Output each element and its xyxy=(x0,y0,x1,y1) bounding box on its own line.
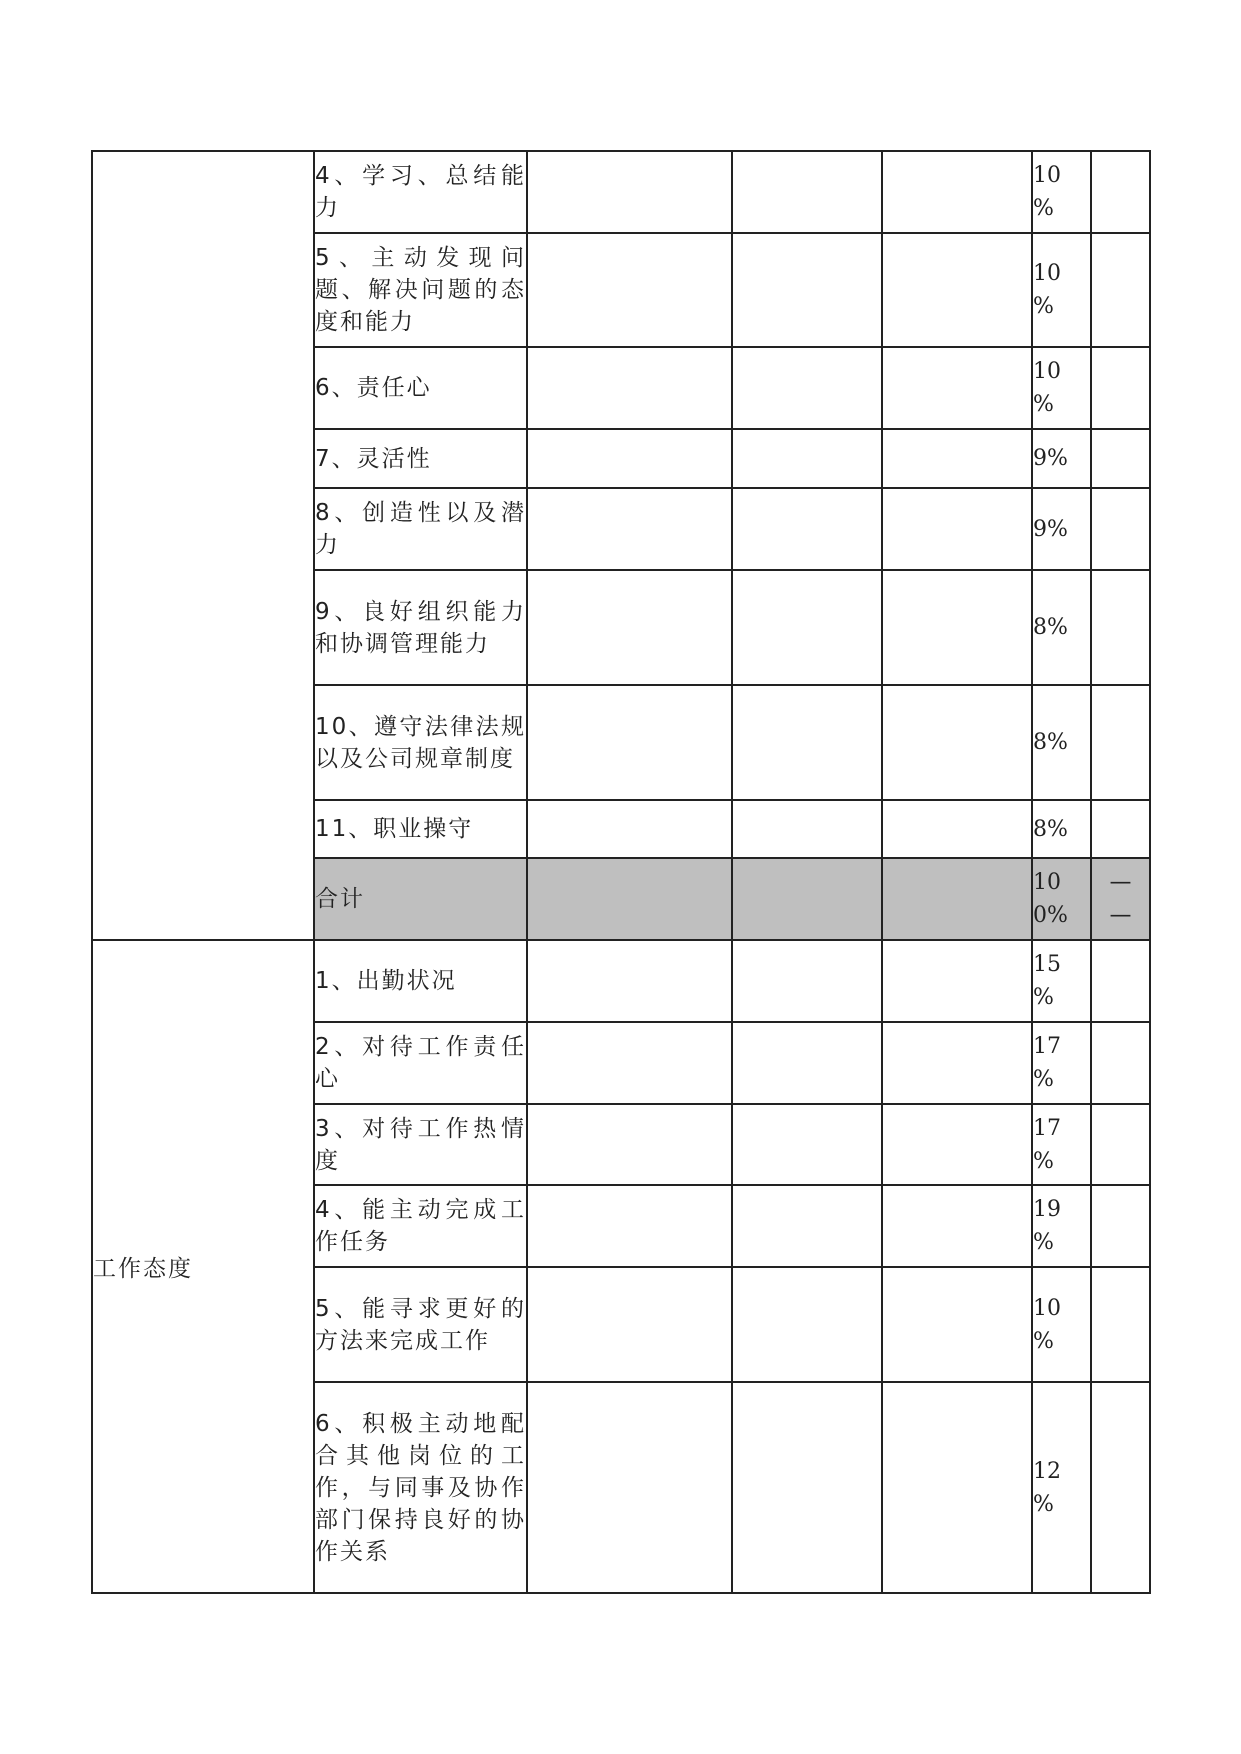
item-label: 4、能主动完成工作任务 xyxy=(314,1185,527,1267)
score-cell xyxy=(527,488,732,570)
extra-cell xyxy=(1091,800,1150,858)
score-cell xyxy=(527,800,732,858)
extra-cell xyxy=(1091,488,1150,570)
extra-cell xyxy=(1091,429,1150,488)
score-cell xyxy=(527,940,732,1022)
weight-text: 10 xyxy=(1033,163,1061,188)
weight-cell xyxy=(1032,429,1091,488)
weight-cell xyxy=(1032,1382,1091,1593)
item-label: 1、出勤状况 xyxy=(314,940,527,1022)
item-label: 5、主动发现问题、解决问题的态度和能力 xyxy=(314,233,527,347)
score-cell xyxy=(882,1104,1032,1185)
weight-text: 17 xyxy=(1033,1034,1061,1059)
weight-text: 8% xyxy=(1033,816,1068,842)
extra-cell xyxy=(1091,1185,1150,1267)
item-label: 6、积极主动地配合其他岗位的工作，与同事及协作部门保持良好的协作关系 xyxy=(314,1382,527,1593)
weight-text: % xyxy=(1033,1328,1054,1354)
extra-cell xyxy=(1091,940,1150,1022)
score-cell xyxy=(732,233,882,347)
weight-text: % xyxy=(1033,294,1054,319)
weight-text: 9% xyxy=(1033,516,1068,542)
weight-text: 10 xyxy=(1033,261,1061,286)
weight-text: % xyxy=(1033,985,1054,1010)
weight-cell xyxy=(1032,233,1091,347)
weight-cell xyxy=(1032,570,1091,685)
dash-mark: — xyxy=(1109,870,1132,895)
extra-cell xyxy=(1091,1104,1150,1185)
score-cell xyxy=(732,1185,882,1267)
score-cell xyxy=(527,233,732,347)
score-cell xyxy=(732,570,882,685)
score-cell xyxy=(527,858,732,940)
extra-cell xyxy=(1091,685,1150,800)
score-cell xyxy=(732,1022,882,1104)
item-label: 5、能寻求更好的方法来完成工作 xyxy=(314,1267,527,1382)
extra-cell xyxy=(1091,570,1150,685)
weight-cell xyxy=(1032,151,1091,233)
item-label: 11、职业操守 xyxy=(314,800,527,858)
score-cell xyxy=(732,1267,882,1382)
weight-cell xyxy=(1032,1022,1091,1104)
score-cell xyxy=(882,1267,1032,1382)
item-label: 8、创造性以及潜力 xyxy=(314,488,527,570)
total-extra-cell xyxy=(1091,858,1150,940)
weight-text: % xyxy=(1033,1491,1054,1517)
table-row xyxy=(92,151,1150,233)
category-cell xyxy=(92,151,314,940)
weight-text: % xyxy=(1033,196,1054,221)
score-cell xyxy=(882,429,1032,488)
weight-text: 9% xyxy=(1033,446,1068,471)
weight-text: 15 xyxy=(1033,952,1061,977)
score-cell xyxy=(882,570,1032,685)
total-label: 合计 xyxy=(314,858,527,940)
score-cell xyxy=(527,1267,732,1382)
score-cell xyxy=(732,800,882,858)
score-cell xyxy=(882,685,1032,800)
score-cell xyxy=(882,151,1032,233)
weight-cell xyxy=(1032,858,1091,940)
weight-text: 8% xyxy=(1033,615,1068,640)
score-cell xyxy=(527,429,732,488)
weight-text: % xyxy=(1033,1230,1054,1255)
category-cell: 工作态度 xyxy=(92,940,314,1593)
weight-text: 10 xyxy=(1033,1295,1061,1321)
score-cell xyxy=(527,151,732,233)
score-cell xyxy=(882,858,1032,940)
weight-text: 19 xyxy=(1033,1197,1061,1222)
dash-mark: — xyxy=(1109,903,1132,928)
score-cell xyxy=(882,347,1032,429)
score-cell xyxy=(732,685,882,800)
score-cell xyxy=(732,940,882,1022)
weight-text: % xyxy=(1033,1148,1054,1174)
score-cell xyxy=(527,1104,732,1185)
extra-cell xyxy=(1091,347,1150,429)
extra-cell xyxy=(1091,1267,1150,1382)
score-cell xyxy=(732,1382,882,1593)
score-cell xyxy=(882,800,1032,858)
score-cell xyxy=(732,858,882,940)
score-cell xyxy=(527,1022,732,1104)
extra-cell xyxy=(1091,1022,1150,1104)
item-label: 7、灵活性 xyxy=(314,429,527,488)
weight-text: 8% xyxy=(1033,730,1068,755)
weight-cell xyxy=(1032,347,1091,429)
score-cell xyxy=(882,488,1032,570)
extra-cell xyxy=(1091,151,1150,233)
weight-text: 17 xyxy=(1033,1115,1061,1141)
extra-cell xyxy=(1091,1382,1150,1593)
score-cell xyxy=(732,488,882,570)
score-cell xyxy=(527,1382,732,1593)
score-cell xyxy=(732,151,882,233)
weight-cell xyxy=(1032,1104,1091,1185)
weight-cell xyxy=(1032,800,1091,858)
weight-text: 10 xyxy=(1033,359,1061,384)
weight-text: % xyxy=(1033,1067,1054,1092)
score-cell xyxy=(527,685,732,800)
score-cell xyxy=(882,940,1032,1022)
table-row xyxy=(92,940,1150,1022)
evaluation-table xyxy=(91,150,1151,1594)
score-cell xyxy=(527,1185,732,1267)
score-cell xyxy=(882,1382,1032,1593)
item-label: 3、对待工作热情度 xyxy=(314,1104,527,1185)
weight-cell xyxy=(1032,1185,1091,1267)
weight-cell xyxy=(1032,488,1091,570)
score-cell xyxy=(527,347,732,429)
evaluation-table-body xyxy=(92,151,1150,1593)
item-label: 10、遵守法律法规以及公司规章制度 xyxy=(314,685,527,800)
score-cell xyxy=(732,347,882,429)
item-label: 2、对待工作责任心 xyxy=(314,1022,527,1104)
item-label: 6、责任心 xyxy=(314,347,527,429)
item-label: 4、学习、总结能力 xyxy=(314,151,527,233)
weight-cell xyxy=(1032,940,1091,1022)
item-label: 9、良好组织能力和协调管理能力 xyxy=(314,570,527,685)
weight-cell xyxy=(1032,1267,1091,1382)
weight-cell xyxy=(1032,685,1091,800)
score-cell xyxy=(527,570,732,685)
weight-text: % xyxy=(1033,392,1054,417)
score-cell xyxy=(882,1022,1032,1104)
score-cell xyxy=(732,1104,882,1185)
extra-cell xyxy=(1091,233,1150,347)
weight-text: 10 xyxy=(1033,870,1061,895)
score-cell xyxy=(882,233,1032,347)
score-cell xyxy=(732,429,882,488)
weight-text: 12 xyxy=(1033,1458,1061,1484)
weight-text: 0% xyxy=(1033,903,1068,928)
score-cell xyxy=(882,1185,1032,1267)
